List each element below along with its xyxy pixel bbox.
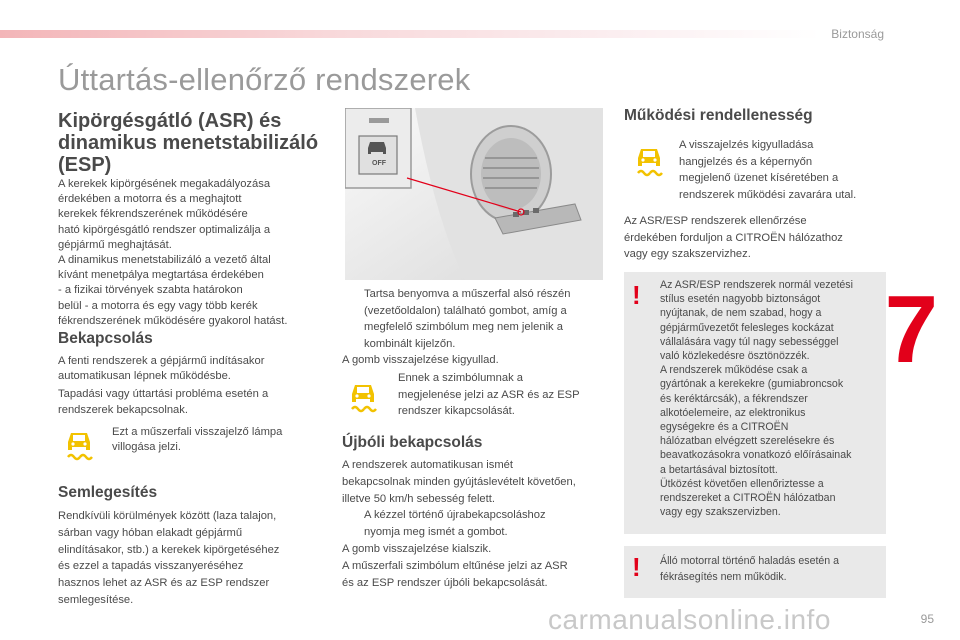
heading-line: dinamikus menetstabilizáló [58, 132, 319, 154]
text-line: A rendszerek működése csak a [660, 364, 808, 377]
intro-paragraph [58, 177, 287, 329]
text-line: fékrendszerének működésére gyakorol hatást. [58, 314, 288, 327]
text-line: hasznos lehet az ASR és az ESP rendszer [58, 577, 270, 590]
text-line: A rendszerek automatikusan ismét [342, 459, 514, 471]
heading-line: Kipörgésgátló (ASR) és [58, 110, 282, 132]
dashboard-button-illustration [345, 108, 603, 280]
bullet-arrow-icon [342, 286, 364, 352]
text-line: A visszajelzés kigyulladása [679, 139, 814, 151]
text-line: Ezt a műszerfali visszajelző lámpa [112, 426, 283, 438]
text-line: A fenti rendszerek a gépjármű indításakor [58, 355, 265, 367]
text-line: rendszer kikapcsolását. [398, 405, 515, 418]
chapter-number: 7 [884, 276, 938, 383]
text-line: megjelenése jelzi az ASR és az ESP [398, 388, 580, 401]
text-line: elindításakor, stb.) a kerekek kipörgetéséhez [58, 543, 280, 556]
ujboli-heading: Újbóli bekapcsolás [342, 434, 483, 451]
heading-line: (ESP) [58, 154, 112, 176]
off-label: OFF [372, 160, 386, 167]
text-line: Az ASR/ESP rendszerek ellenőrzése [624, 215, 807, 227]
text-line: stílus esetén nagyobb biztonságot [660, 293, 821, 306]
text-line: A gomb visszajelzése kigyullad. [342, 354, 499, 367]
text-line: gyártónak a kerekekre (gumiabroncsok [660, 378, 844, 391]
warning-text [660, 553, 839, 585]
text-line: Tapadási vagy úttartási probléma esetén a [58, 388, 269, 401]
text-line: alkotóelemeire, az elektronikus [660, 406, 806, 419]
text-line: Álló motorral történő haladás esetén a [660, 555, 840, 567]
text-line: való közlekedésre ösztönözzék. [660, 350, 810, 363]
asr-esp-heading [58, 110, 318, 176]
page-number: 95 [920, 612, 934, 626]
warning-text [660, 278, 853, 519]
text-line: A műszerfali szimbólum eltűnése jelzi az ASR [342, 559, 568, 572]
bekapcsolas-heading: Bekapcsolás [58, 330, 153, 347]
text-line: gépjárművezetőt felesleges kockázat [660, 321, 834, 334]
text-line: és az ESP rendszer újbóli bekapcsolását. [342, 576, 548, 589]
text-line: rendszereket a CITROËN hálózatban [660, 492, 836, 505]
text-line: Rendkívüli körülmények között (laza talajon, [58, 510, 277, 522]
text-line: vagy egy szakszervizben. [660, 506, 781, 519]
text-line: fékrásegítés nem működik. [660, 571, 787, 583]
text-line: érdekében forduljon a CITROËN hálózathoz [624, 231, 843, 244]
hold-button-instruction [342, 286, 570, 369]
text-line: A kerekek kipörgésének megakadályozása [58, 178, 271, 190]
text-line: kerekek fékrendszerének működésére [58, 208, 248, 221]
text-line: Ütközést követően ellenőriztesse a [660, 477, 824, 490]
fault-text [679, 137, 856, 203]
text-line: Ennek a szimbólumnak a [398, 372, 523, 384]
bullet-item [342, 286, 570, 352]
skid-warning-icon [62, 427, 96, 461]
text-line: vállalására vagy túl nagy sebességgel [660, 335, 839, 348]
skid-warning-icon [632, 143, 666, 177]
text-line: és keréktárcsák), a fékrendszer [660, 392, 808, 405]
page-title: Úttartás-ellenőrző rendszerek [58, 62, 471, 97]
text-line: megfelelő szimbólum meg nem jelenik a [364, 321, 563, 334]
skid-warning-icon [346, 379, 380, 413]
bullet-item [342, 507, 576, 541]
ujboli-paragraph [342, 457, 576, 591]
text-line: ható kipörgésgátló rendszer optimalizálja a [58, 223, 271, 236]
text-line: Az ASR/ESP rendszerek normál vezetési [660, 279, 853, 291]
text-line: nyújtanak, de nem szabad, hogy a [660, 307, 822, 320]
watermark: carmanualsonline.info [548, 604, 831, 635]
bullet-text [364, 286, 570, 352]
text-line: vagy egy szakszervizhez. [624, 248, 751, 261]
text-line: Tartsa benyomva a műszerfal alsó részén [364, 288, 571, 300]
text-line: A kézzel történő újrabekapcsoláshoz [364, 509, 546, 522]
semlegesites-paragraph [58, 508, 279, 609]
text-line: hálózatban elvégzett szerelésekre és [660, 435, 835, 448]
text-line: sárban vagy hóban elakadt gépjármű [58, 526, 243, 539]
text-line: kívánt menetpálya megtartása érdekében [58, 269, 264, 282]
text-line: villogása jelzi. [112, 441, 182, 454]
text-line: nyomja meg ismét a gombot. [364, 526, 508, 539]
text-line: automatikusan lépnek működésbe. [58, 370, 231, 383]
text-line: bekapcsolnak minden gyújtáslevételt követően, [342, 475, 576, 488]
mukodesi-heading: Működési rendellenesség [624, 107, 813, 124]
symbol-text [398, 370, 580, 420]
text-line: rendszerek bekapcsolnak. [58, 403, 188, 416]
text-line: A gomb visszajelzése kialszik. [342, 542, 492, 555]
text-line: A dinamikus menetstabilizáló a vezető által [58, 254, 271, 267]
text-line: kombinált kijelzőn. [364, 337, 456, 350]
text-line: rendszerek működési zavarára utal. [679, 188, 857, 201]
check-text [624, 213, 843, 263]
text-line: semlegesítése. [58, 593, 134, 606]
lamp-text [112, 425, 282, 455]
header-accent-bar [0, 30, 820, 38]
exclamation-icon: ! [632, 552, 641, 582]
bekapcsolas-paragraph [58, 354, 268, 418]
text-line: gépjármű meghajtását. [58, 238, 172, 251]
text-line: beavatkozásokra vonatkozó előírásainak [660, 449, 852, 462]
text-line: belül - a motorra és egy vagy több kerék [58, 299, 258, 312]
text-line: a betartásával biztosított. [660, 463, 778, 476]
semlegesites-heading: Semlegesítés [58, 484, 158, 501]
text-line: (vezetőoldalon) található gombot, amíg a [364, 304, 567, 317]
section-name: Biztonság [831, 27, 884, 41]
bullet-arrow-icon [342, 507, 364, 541]
text-line: érdekében a motorra és a meghajtott [58, 193, 242, 206]
text-line: és ezzel a tapadás visszanyeréséhez [58, 560, 244, 573]
exclamation-icon: ! [632, 280, 641, 310]
text-line: egységekre és a CITROËN [660, 421, 789, 434]
text-line: - a fizikai törvények szabta határokon [58, 284, 243, 297]
text-line: hangjelzés és a képernyőn [679, 155, 813, 168]
bullet-text [364, 507, 546, 541]
text-line: illetve 50 km/h sebesség felett. [342, 492, 495, 505]
text-line: megjelenő üzenet kíséretében a [679, 172, 839, 185]
